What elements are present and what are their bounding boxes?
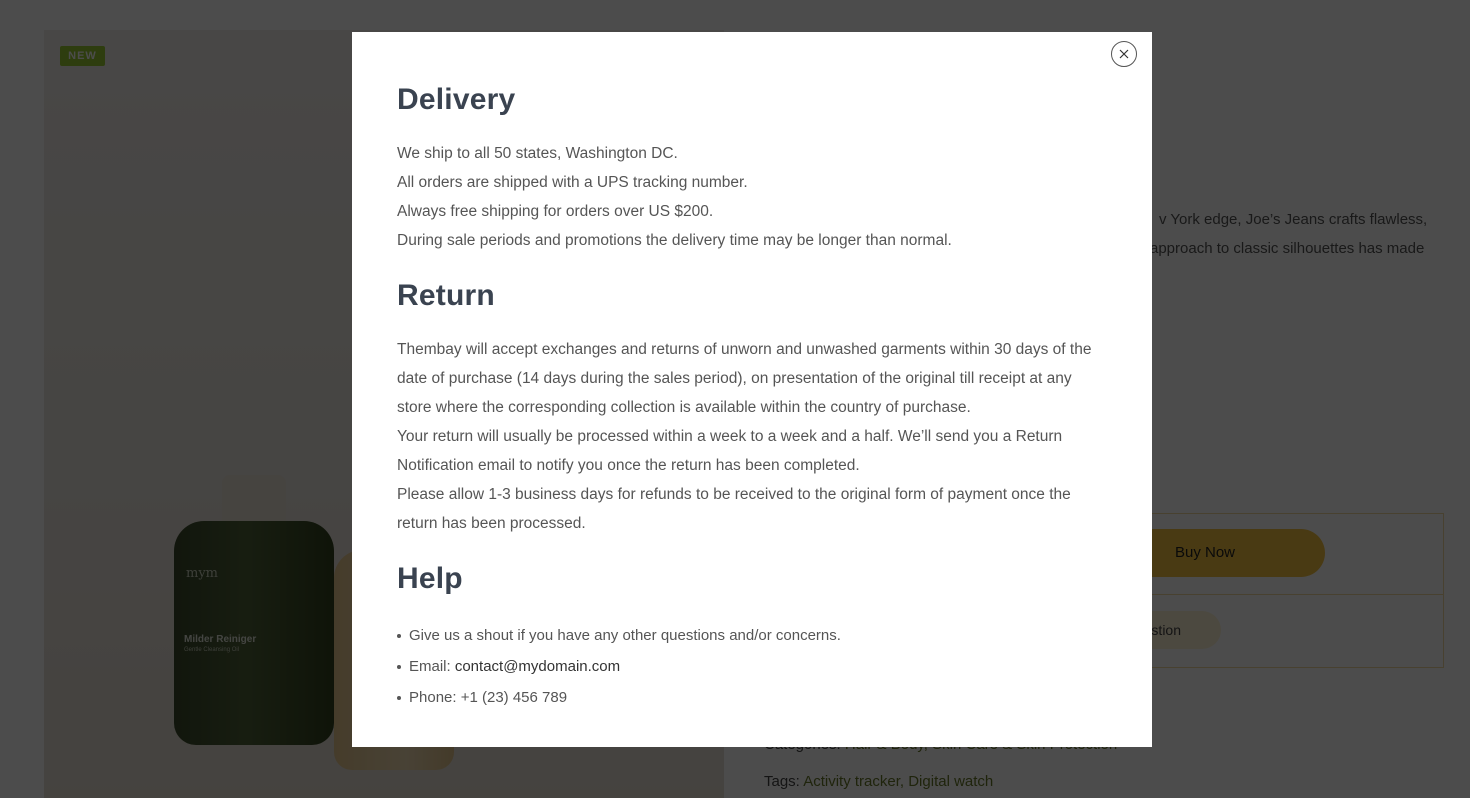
help-item-email xyxy=(397,651,1107,682)
close-button[interactable] xyxy=(1111,41,1137,67)
help-heading: Help xyxy=(397,562,463,595)
close-icon xyxy=(1119,49,1129,59)
email-label: Email: xyxy=(409,658,455,675)
help-list xyxy=(397,620,1107,713)
return-text xyxy=(397,335,1107,538)
shipping-info-modal xyxy=(352,32,1152,747)
delivery-text xyxy=(397,139,1107,255)
delivery-section xyxy=(397,78,1107,255)
delivery-heading: Delivery xyxy=(397,83,516,116)
delivery-line: Always free shipping for orders over US $200. xyxy=(397,203,714,220)
email-link[interactable]: contact@mydomain.com xyxy=(454,658,621,675)
return-paragraph: Thembay will accept exchanges and returns of unworn and unwashed garments within 30 days of the date of purchase (14 days during the sales period), on presentation of the original till receipt at any store where the corresponding collection is available within the country of purchase. xyxy=(397,341,1092,416)
return-heading: Return xyxy=(397,279,495,312)
return-paragraph: Please allow 1-3 business days for refunds to be received to the original form of payment once the return has been processed. xyxy=(397,486,1071,532)
delivery-line: We ship to all 50 states, Washington DC. xyxy=(397,145,678,162)
help-item: Give us a shout if you have any other questions and/or concerns. xyxy=(397,620,1107,651)
return-section xyxy=(397,274,1107,538)
help-section xyxy=(397,557,1107,713)
delivery-line: During sale periods and promotions the delivery time may be longer than normal. xyxy=(397,232,952,249)
return-paragraph: Your return will usually be processed within a week to a week and a half. We’ll send you a Return Notification email to notify you once the return has been completed. xyxy=(397,428,1063,474)
help-item-phone: Phone: +1 (23) 456 789 xyxy=(397,682,1107,713)
delivery-line: All orders are shipped with a UPS tracking number. xyxy=(397,174,748,191)
